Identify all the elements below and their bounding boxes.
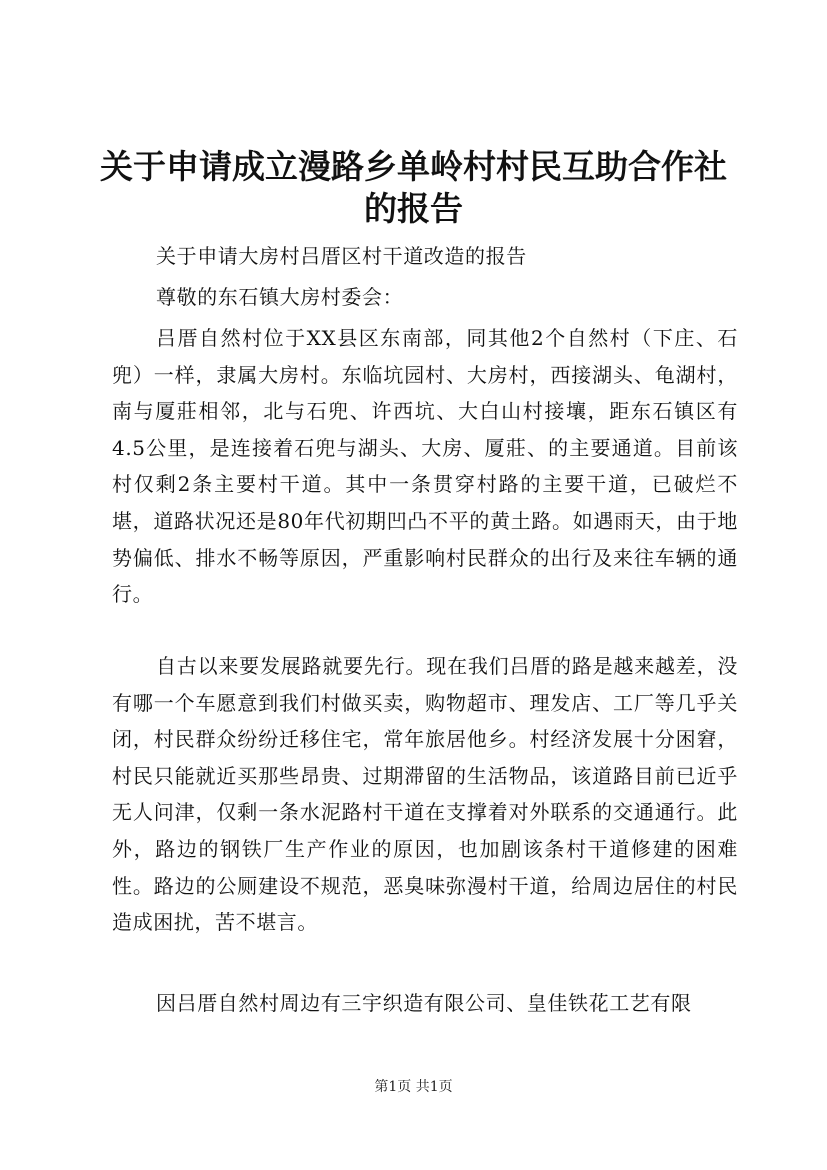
paragraph-development: 自古以来要发展路就要先行。现在我们吕厝的路是越来越差，没有哪一个车愿意到我们村做买卖，购物超市、理发店、工厂等几乎关闭，村民群众纷纷迁移住宅，常年旅居他乡。村经济发展十分困窘，村民只能就近买那些昂贵、过期滞留的生活物品，该道路目前已近乎无人问津，仅剩一条水泥路村干道在支撑着对外联系的交通通行。此外，路边的钢铁厂生产作业的原因，也加剧该条村干道修建的困难性。路边的公厕建设不规范，恶臭味弥漫村干道，给周边居住的村民造成困扰，苦不堪言。 <box>112 654 738 935</box>
paragraph-companies: 因吕厝自然村周边有三宇织造有限公司、皇佳铁花工艺有限 <box>156 991 692 1015</box>
paragraph-location: 吕厝自然村位于XX县区东南部，同其他2个自然村（下庄、石兜）一样，隶属大房村。东临坑园村、大房村，西接湖头、龟湖村，南与厦莊相邻，北与石兜、许西坑、大白山村接壤，距东石镇区有4.5公里，是连接着石兜与湖头、大房、厦莊、的主要通道。目前该村仅剩2条主要村干道。其中一条贯穿村路的主要干道，已破烂不堪，道路状况还是80年代初期凹凸不平的黄土路。如遇雨天，由于地势偏低、排水不畅等原因，严重影响村民群众的出行及来往车辆的通行。 <box>112 326 738 607</box>
page-footer: 第1页 共1页 <box>374 1079 453 1095</box>
document-title: 关于申请成立漫路乡单岭村村民互助合作社的报告 <box>100 147 727 228</box>
paragraph-salutation: 尊敬的东石镇大房村委会： <box>156 285 404 309</box>
paragraph-subject: 关于申请大房村吕厝区村干道改造的报告 <box>156 244 527 268</box>
